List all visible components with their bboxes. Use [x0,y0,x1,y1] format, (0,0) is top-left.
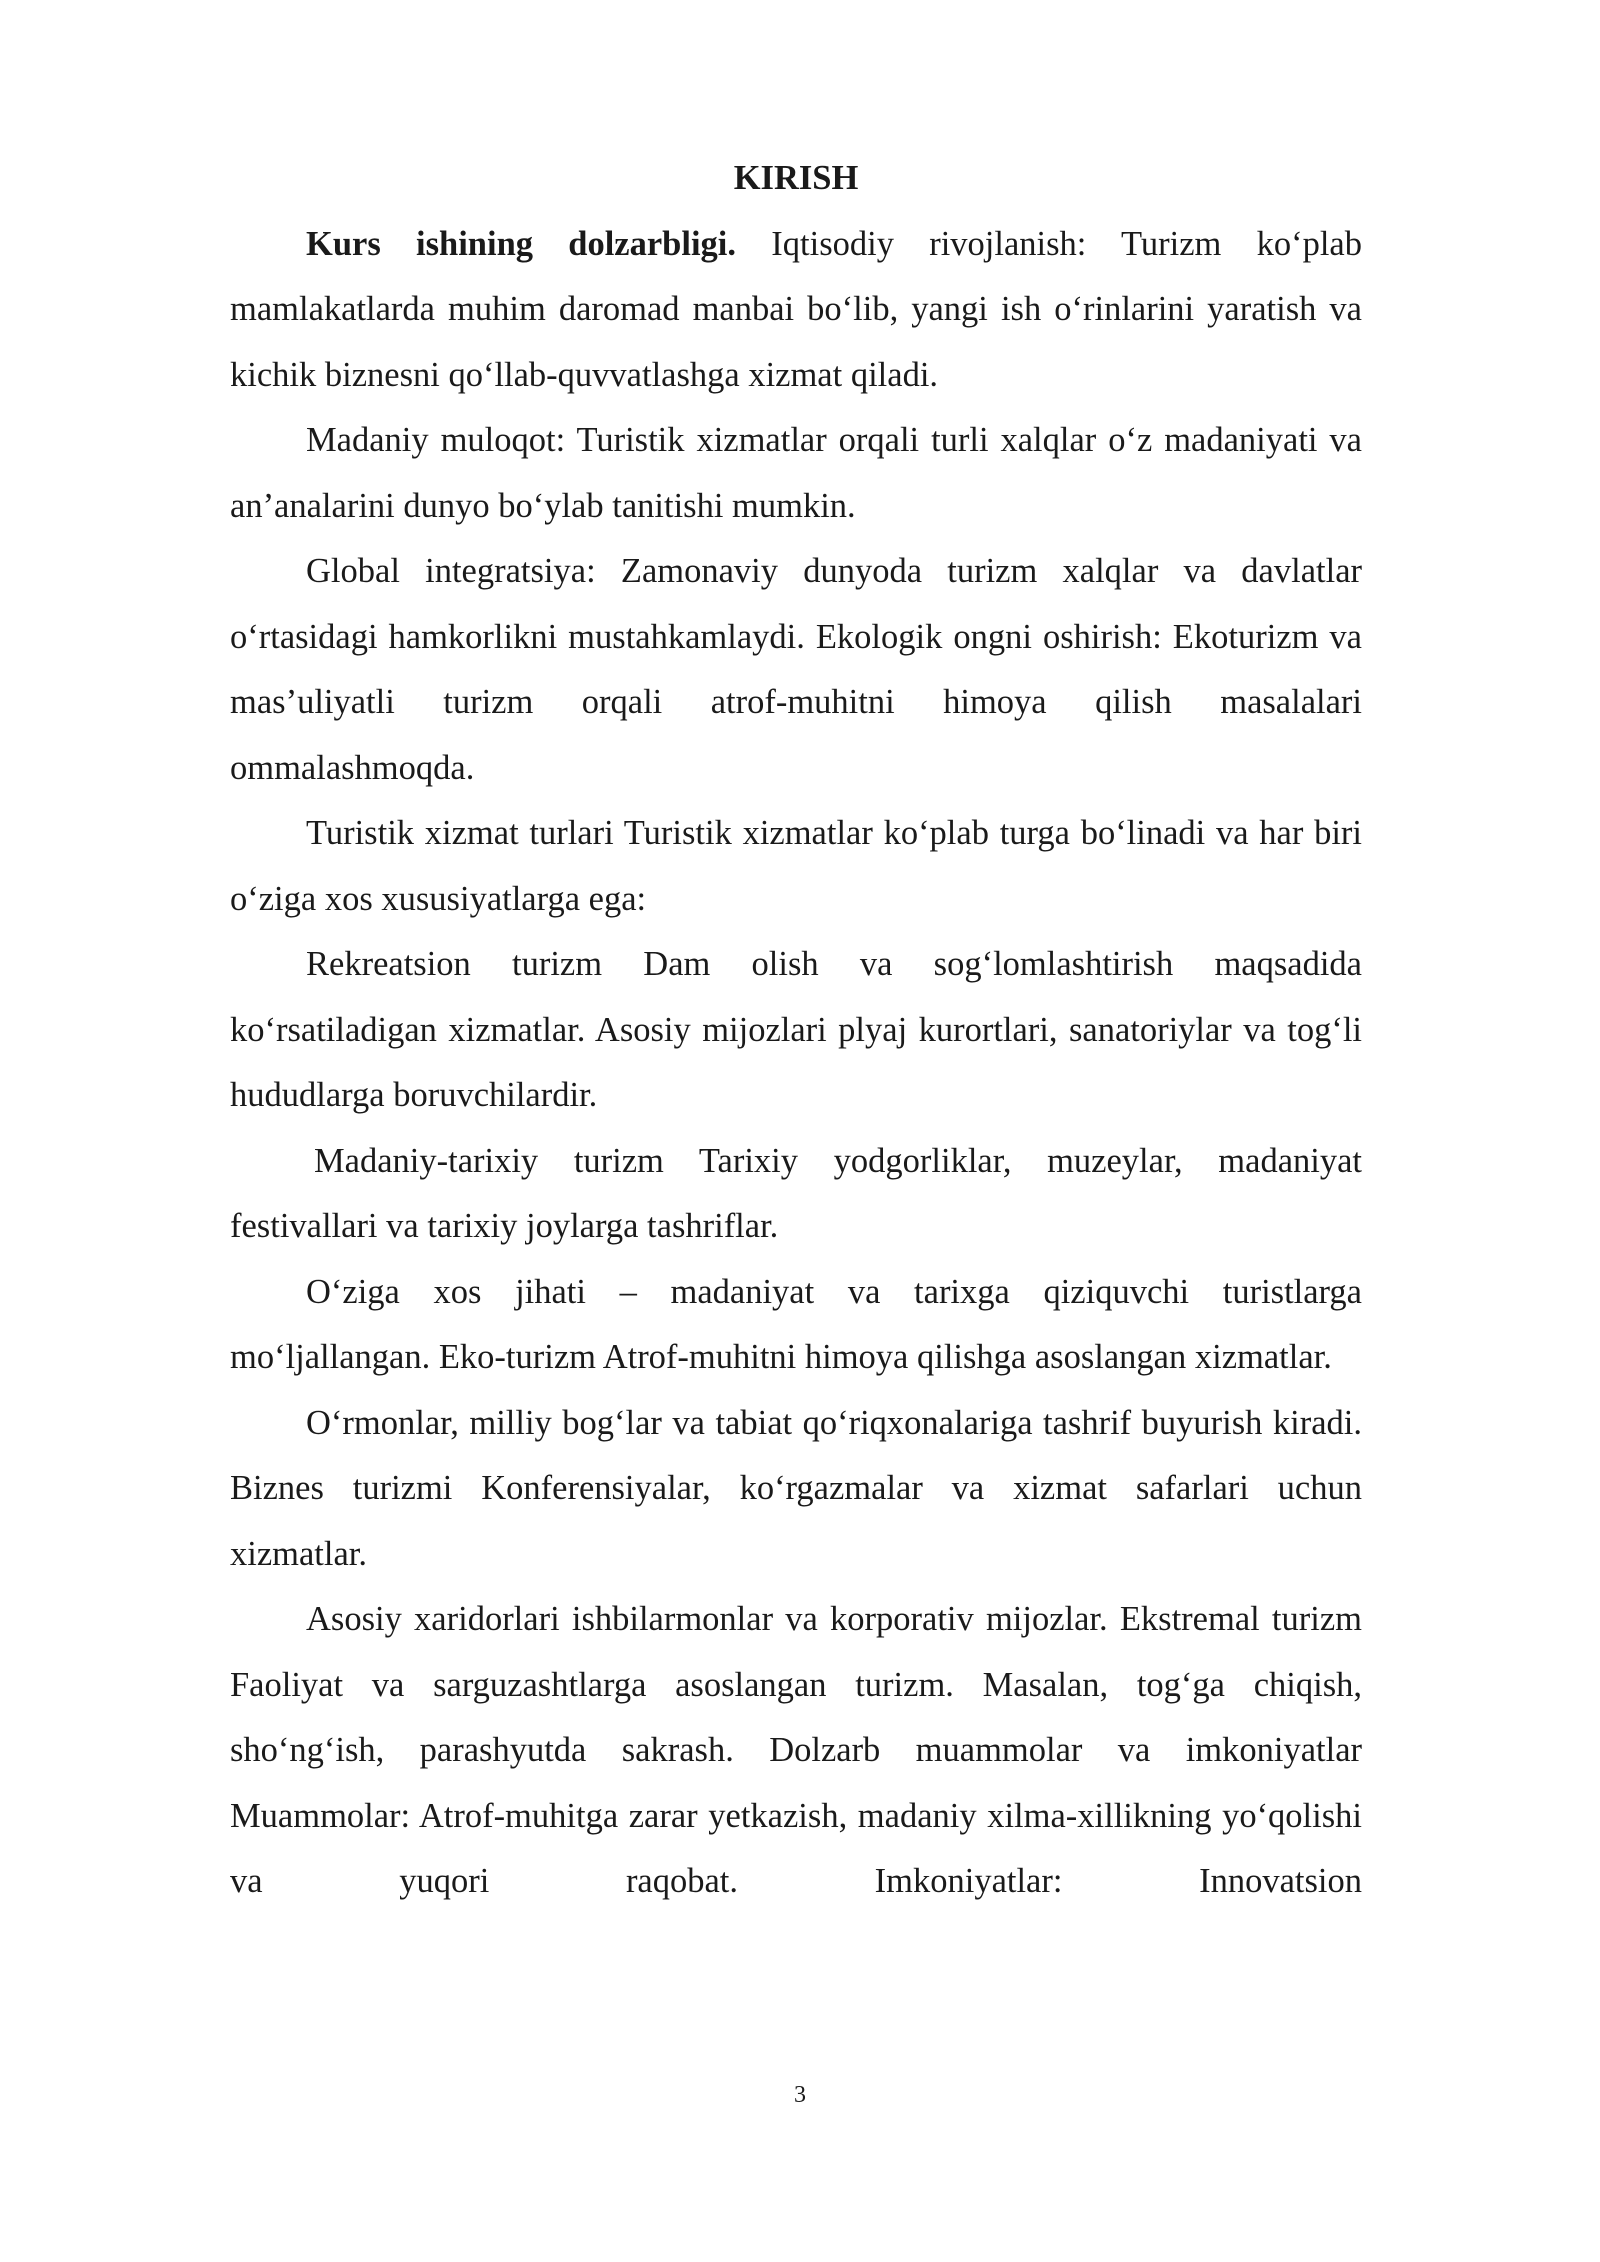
paragraph-business-tourism: O‘rmonlar, milliy bog‘lar va tabiat qo‘riqxonalariga tashrif buyurish kiradi. Biznes turizmi Konferensiyalar, ko‘rgazmalar va xizmat safarlari uchun xizmatlar. [230,1403,1362,1573]
paragraph-lead-bold: Kurs ishining dolzarbligi. [306,224,737,263]
paragraph-recreational-tourism: Rekreatsion turizm Dam olish va sog‘lomlashtirish maqsadida ko‘rsatiladigan xizmatlar. Asosiy mijozlari plyaj kurortlari, sanatoriylar va tog‘li hududlarga boruvchilardir. [230,945,1362,1114]
page-body [230,146,1362,1915]
paragraph-cultural-dialogue: Madaniy muloqot: Turistik xizmatlar orqali turli xalqlar o‘z madaniyati va an’analarini dunyo bo‘ylab tanitishi mumkin. [230,421,1362,525]
page-number: 3 [794,2082,806,2108]
paragraph-service-types: Turistik xizmat turlari Turistik xizmatlar ko‘plab turga bo‘linadi va har biri o‘ziga xos xususiyatlarga ega: [230,814,1362,918]
paragraph-cultural-historical-tourism: Madaniy-tarixiy turizm Tarixiy yodgorliklar, muzeylar, madaniyat festivallari va tarixiy joylarga tashriflar. [230,1141,1362,1245]
section-heading: KIRISH [733,159,859,197]
paragraph-global-integration: Global integratsiya: Zamonaviy dunyoda turizm xalqlar va davlatlar o‘rtasidagi hamkorlikni mustahkamlaydi. Ekologik ongni oshirish: Ekoturizm va mas’uliyatli turizm orqali atrof-muhitni himoya qilish masalalari ommalashmoqda. [230,552,1362,787]
paragraph-relevance [230,212,1362,409]
paragraph-extreme-tourism: Asosiy xaridorlari ishbilarmonlar va korporativ mijozlar. Ekstremal turizm Faoliyat va sarguzashtlarga asoslangan turizm. Masalan, tog‘ga chiqish, sho‘ng‘ish, parashyutda sakrash. Dolzarb muammolar va imkoniyatlar Muammolar: Atrof-muhitga zarar yetkazish, madaniy xilma-xillikning yo‘qolishi va yuqori raqobat. Imkoniyatlar: Innovatsion [230,1600,1362,1900]
paragraph-eco-tourism: O‘ziga xos jihati – madaniyat va tarixga qiziquvchi turistlarga mo‘ljallangan. Eko-turizm Atrof-muhitni himoya qilishga asoslangan xizmatlar. [230,1272,1362,1376]
paragraph-text: Iqtisodiy rivojlanish: Turizm ko‘plab mamlakatlarda muhim daromad manbai bo‘lib, yangi ish o‘rinlarini yaratish va kichik biznesni qo‘llab-quvvatlashga xizmat qiladi. [230,224,1362,394]
